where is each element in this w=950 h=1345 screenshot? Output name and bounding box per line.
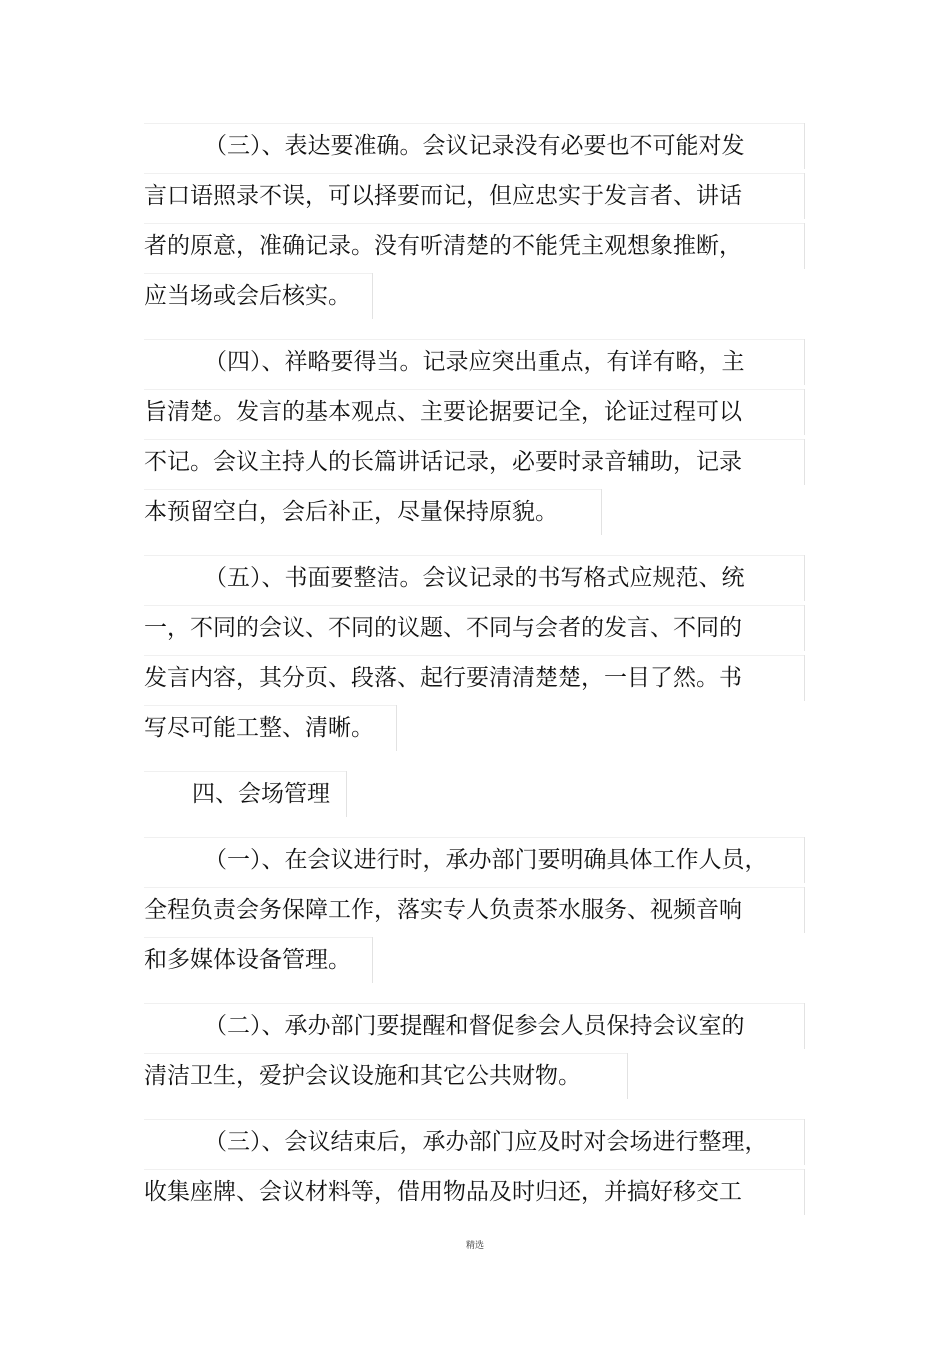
page-footer: 精选	[465, 1241, 484, 1251]
paragraph-6-line-1: （三）、会议结束后，承办部门应及时对会场进行整理，	[144, 1119, 805, 1165]
paragraph-1-line-1: （三）、表达要准确。会议记录没有必要也不可能对发	[144, 123, 805, 169]
paragraph-5-line-1: （二）、承办部门要提醒和督促参会人员保持会议室的	[144, 1003, 805, 1049]
paragraph-2-line-3: 不记。会议主持人的长篇讲话记录，必要时录音辅助，记录	[144, 439, 805, 485]
paragraph-1-line-2: 言口语照录不误，可以择要而记，但应忠实于发言者、讲话	[144, 173, 805, 219]
section-heading: 四、会场管理	[144, 771, 347, 817]
paragraph-3-line-2: 一，不同的会议、不同的议题、不同与会者的发言、不同的	[144, 605, 805, 651]
paragraph-4-line-3: 和多媒体设备管理。	[144, 937, 373, 983]
paragraph-5-line-2: 清洁卫生，爱护会议设施和其它公共财物。	[144, 1053, 628, 1099]
paragraph-1-line-3: 者的原意，准确记录。没有听清楚的不能凭主观想象推断，	[144, 223, 805, 269]
paragraph-2-line-4: 本预留空白，会后补正，尽量保持原貌。	[144, 489, 602, 535]
paragraph-6-line-2: 收集座牌、会议材料等，借用物品及时归还，并搞好移交工	[144, 1169, 805, 1215]
paragraph-3-line-3: 发言内容，其分页、段落、起行要清清楚楚，一目了然。书	[144, 655, 805, 701]
paragraph-2-line-1: （四）、祥略要得当。记录应突出重点，有详有略，主	[144, 339, 805, 385]
paragraph-4-line-2: 全程负责会务保障工作，落实专人负责茶水服务、视频音响	[144, 887, 805, 933]
paragraph-4-line-1: （一）、在会议进行时，承办部门要明确具体工作人员，	[144, 837, 805, 883]
paragraph-3-line-4: 写尽可能工整、清晰。	[144, 705, 397, 751]
paragraph-3-line-1: （五）、书面要整洁。会议记录的书写格式应规范、统	[144, 555, 805, 601]
paragraph-2-line-2: 旨清楚。发言的基本观点、主要论据要记全，论证过程可以	[144, 389, 805, 435]
paragraph-1-line-4: 应当场或会后核实。	[144, 273, 373, 319]
